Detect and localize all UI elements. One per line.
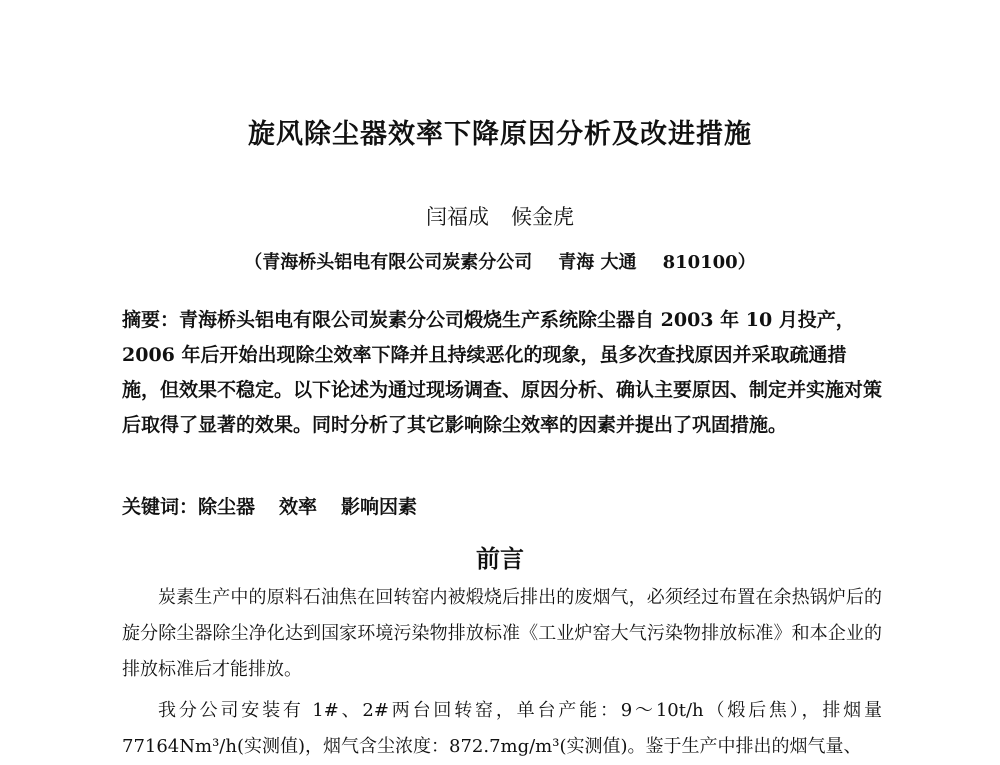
body-paragraph: 炭素生产中的原料石油焦在回转窑内被煅烧后排出的废烟气，必须经过布置在余热锅炉后的旋分除尘器除尘净化达到国家环境污染物排放标准《工业炉窑大气污染物排放标准》和本企业的排放标准后才能排放。 bbox=[122, 587, 882, 680]
abstract-label: 摘要： bbox=[122, 309, 180, 331]
affiliation-postcode: 810100 bbox=[662, 252, 738, 273]
keywords bbox=[122, 492, 882, 519]
affiliation-close-paren: ） bbox=[737, 252, 756, 273]
paper-title: 旋风除尘器效率下降原因分析及改进措施 bbox=[248, 119, 752, 150]
body-paragraph: 我分公司安装有 1#、2#两台回转窑，单台产能：9～10t/h（煅后焦），排烟量 77164Nm³/h(实测值)，烟气含尘浓度：872.7mg/m³(实测值)。鉴于生产中排出的烟气量、 bbox=[122, 700, 882, 757]
keyword: 影响因素 bbox=[341, 496, 418, 518]
keyword: 除尘器 bbox=[198, 496, 256, 518]
author-name: 候金虎 bbox=[511, 205, 574, 229]
author-list bbox=[0, 201, 1000, 231]
affiliation-open-paren: （ bbox=[244, 252, 263, 273]
affiliation-org: 青海桥头铝电有限公司炭素分公司 bbox=[262, 252, 533, 273]
section-heading: 前言 bbox=[476, 545, 524, 573]
abstract-text: 青海桥头铝电有限公司炭素分公司煅烧生产系统除尘器自 2003 年 10 月投产，2006 年后开始出现除尘效率下降并且持续恶化的现象，虽多次查找原因并采取疏通措施，但效果不稳定。以下论述为通过现场调查、原因分析、确认主要原因、制定并实施对策后取得了显著的效果。同时分析了其它影响除尘效率的因素并提出了巩固措施。 bbox=[122, 309, 883, 436]
abstract bbox=[122, 303, 882, 443]
keywords-label: 关键词： bbox=[122, 496, 199, 518]
affiliation bbox=[0, 248, 1000, 274]
keyword: 效率 bbox=[279, 496, 318, 518]
affiliation-region: 青海 大通 bbox=[558, 252, 637, 273]
author-name: 闫福成 bbox=[426, 205, 489, 229]
